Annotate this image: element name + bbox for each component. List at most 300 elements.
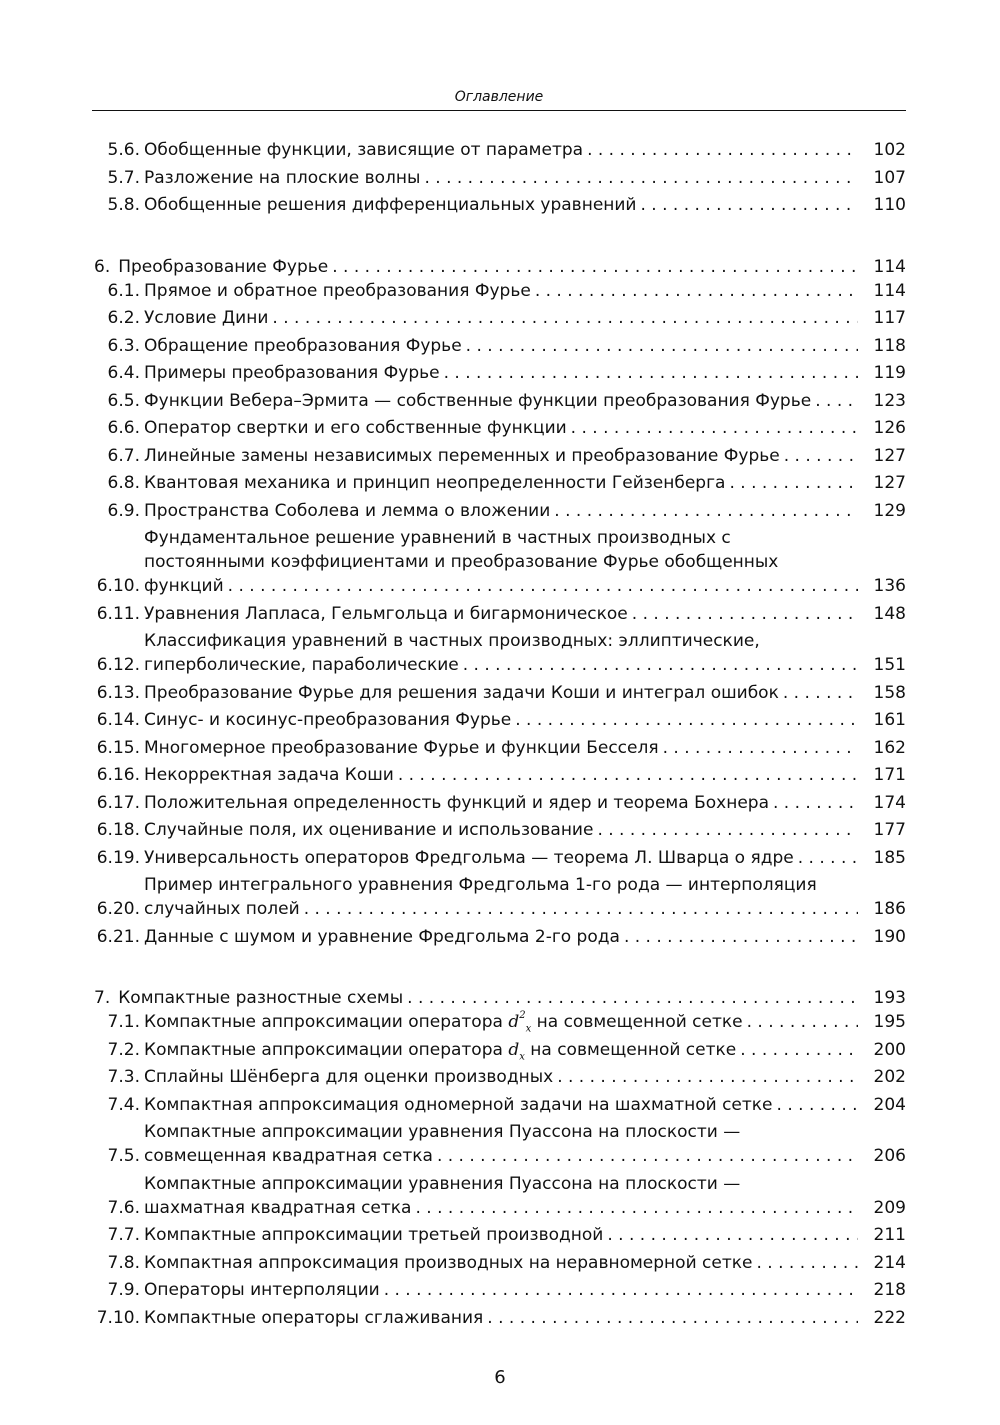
math-base: d <box>508 1012 520 1032</box>
entry-body <box>144 444 906 468</box>
toc-chapter-entry[interactable] <box>92 986 906 1010</box>
entry-number: 6.14. <box>96 710 140 730</box>
toc-group-section-6 <box>92 279 906 949</box>
entry-number: 5.7. <box>107 167 140 188</box>
entry-page-number: 200 <box>873 1039 906 1060</box>
toc-entry[interactable] <box>92 279 906 303</box>
entry-title-line <box>144 389 858 413</box>
entry-title <box>118 255 858 279</box>
entry-title-text: Некорректная задача Коши <box>144 765 394 785</box>
entry-title-line <box>144 334 858 358</box>
entry-page-number: 171 <box>873 765 906 785</box>
dot-leader <box>593 818 858 842</box>
entry-title-text <box>144 1038 736 1062</box>
toc-chapter-7 <box>92 986 906 1010</box>
dot-leader <box>811 389 858 413</box>
toc-entry[interactable] <box>92 416 906 440</box>
entry-title-line: Компактные аппроксимации уравнения Пуассона на плоскости — <box>144 1122 741 1142</box>
entry-title-text: гиперболические, параболические <box>144 655 459 675</box>
entry-page-number: 118 <box>873 335 906 356</box>
entry-title-line: Фундаментальное решение уравнений в частных производных с <box>144 528 731 548</box>
toc-entry[interactable] <box>92 925 906 949</box>
entry-body <box>144 1065 906 1089</box>
entry-number: 7.4. <box>107 1094 140 1115</box>
toc-entry[interactable] <box>92 1065 906 1089</box>
page-number: 6 <box>494 1367 506 1388</box>
dot-leader <box>773 1093 858 1117</box>
entry-number: 7. <box>94 988 111 1008</box>
entry-title-text: Положительная определенность функций и ядер и теорема Бохнера <box>144 792 769 813</box>
entry-title-line <box>144 1278 858 1302</box>
entry-page-number: 119 <box>873 363 906 383</box>
entry-body <box>144 193 906 217</box>
math-base: d <box>508 1039 520 1060</box>
entry-title-line <box>144 1010 858 1034</box>
entry-title-line <box>118 255 858 279</box>
entry-number: 5.8. <box>107 195 140 215</box>
entry-title-text: Линейные замены независимых переменных и преобразование Фурье <box>144 445 780 466</box>
entry-page-number: 123 <box>873 390 906 411</box>
entry-page-number: 174 <box>873 792 906 813</box>
entry-title <box>144 416 858 440</box>
toc-entry[interactable] <box>92 138 906 162</box>
entry-page-number: 206 <box>873 1146 906 1166</box>
toc-entry[interactable] <box>92 763 906 787</box>
entry-title-line <box>144 708 858 732</box>
math-operator <box>508 1010 532 1035</box>
entry-title-line <box>144 846 858 870</box>
toc-entry[interactable] <box>92 846 906 870</box>
entry-title-text: Обобщенные функции, зависящие от параметра <box>144 140 584 160</box>
toc-entry[interactable] <box>92 629 906 677</box>
entry-title-line <box>144 1065 858 1089</box>
entry-title <box>144 602 858 626</box>
entry-title-line <box>144 602 858 626</box>
entry-body <box>144 602 906 626</box>
toc-entry[interactable] <box>92 526 906 598</box>
entry-title-line <box>144 1251 858 1275</box>
dot-leader <box>440 361 858 385</box>
entry-title <box>144 1065 858 1089</box>
dot-leader <box>403 986 858 1010</box>
entry-title <box>144 499 858 523</box>
entry-body <box>144 791 906 815</box>
entry-title-text: Многомерное преобразование Фурье и функции Бесселя <box>144 737 659 758</box>
entry-body <box>144 925 906 949</box>
entry-body <box>144 306 906 330</box>
entry-title-line <box>144 444 858 468</box>
entry-title-text: совмещенная квадратная сетка <box>144 1146 433 1166</box>
entry-title-text: Пространства Соболева и лемма о вложении <box>144 500 551 521</box>
entry-page-number: 204 <box>873 1094 906 1115</box>
toc-entry[interactable] <box>92 1010 906 1034</box>
entry-title-line <box>144 681 858 705</box>
entry-title <box>144 736 858 760</box>
entry-page-number: 117 <box>873 308 906 328</box>
toc-entry[interactable] <box>92 1251 906 1275</box>
toc-entry[interactable] <box>92 1223 906 1247</box>
entry-body <box>144 1120 906 1168</box>
entry-page-number: 161 <box>873 710 906 730</box>
toc-entry[interactable] <box>92 444 906 468</box>
math-operator <box>508 1040 525 1060</box>
dot-leader <box>779 681 858 705</box>
entry-title-text: Квантовая механика и принцип неопределенности Гейзенберга <box>144 473 726 493</box>
entry-number: 7.10. <box>96 1307 140 1328</box>
entry-page-number: 177 <box>873 820 906 840</box>
entry-body <box>118 986 906 1010</box>
entry-title-line <box>144 138 858 162</box>
entry-number: 6.4. <box>107 363 140 383</box>
entry-title <box>144 1223 858 1247</box>
header-rule <box>92 110 906 111</box>
entry-title <box>144 279 858 303</box>
dot-leader <box>433 1144 858 1168</box>
math-subscript: x <box>525 1023 532 1035</box>
entry-page-number: 127 <box>873 473 906 493</box>
entry-body <box>144 279 906 303</box>
entry-body <box>144 138 906 162</box>
entry-title-text: функций <box>144 576 224 596</box>
entry-page-number: 222 <box>873 1307 906 1328</box>
entry-number: 7.9. <box>107 1280 140 1300</box>
dot-leader <box>420 166 858 190</box>
dot-leader <box>300 897 858 921</box>
entry-title-text: Обобщенные решения дифференциальных уравнений <box>144 195 637 215</box>
dot-leader <box>411 1196 858 1220</box>
entry-title-line <box>144 1038 858 1062</box>
toc-entry[interactable] <box>92 1120 906 1168</box>
entry-title-line <box>144 897 858 921</box>
entry-title-text: Компактные операторы сглаживания <box>144 1307 484 1328</box>
entry-title-text: Оператор свертки и его собственные функции <box>144 418 567 438</box>
entry-page-number: 127 <box>873 445 906 466</box>
toc-chapter-6 <box>92 255 906 279</box>
entry-title-line: Пример интегрального уравнения Фредгольма 1-го рода — интерполяция <box>144 875 817 895</box>
entry-number: 6.17. <box>96 792 140 813</box>
entry-title-line <box>144 1093 858 1117</box>
entry-title-line <box>144 1223 858 1247</box>
dot-leader <box>224 574 858 598</box>
entry-title <box>144 1251 858 1275</box>
dot-leader <box>769 791 858 815</box>
entry-number: 6.20. <box>96 899 140 919</box>
entry-number: 6.13. <box>96 682 140 703</box>
entry-title <box>144 1038 858 1062</box>
table-of-contents <box>92 138 906 1330</box>
entry-title-line <box>144 763 858 787</box>
entry-page-number: 114 <box>873 256 906 277</box>
toc-group-section-7 <box>92 1010 906 1330</box>
entry-body <box>144 1278 906 1302</box>
entry-number: 7.5. <box>107 1146 140 1166</box>
toc-entry[interactable] <box>92 873 906 921</box>
dot-leader <box>794 846 858 870</box>
entry-title-text: Разложение на плоские волны <box>144 167 421 188</box>
entry-body <box>144 1093 906 1117</box>
entry-title-line <box>118 986 858 1010</box>
entry-body <box>144 1010 906 1034</box>
entry-title-text: Функции Вебера–Эрмита — собственные функции преобразования Фурье <box>144 390 812 411</box>
entry-title <box>144 166 858 190</box>
entry-title <box>144 791 858 815</box>
entry-title-text: Условие Дини <box>144 308 269 328</box>
dot-leader <box>268 306 858 330</box>
entry-title-text: Компактные разностные схемы <box>118 988 404 1008</box>
entry-title-text: Компактная аппроксимация одномерной задачи на шахматной сетке <box>144 1094 773 1115</box>
entry-page-number: 102 <box>873 140 906 160</box>
entry-page-number: 148 <box>873 603 906 624</box>
title-part: Компактные аппроксимации оператора <box>144 1012 503 1032</box>
toc-entry[interactable] <box>92 1093 906 1117</box>
entry-page-number: 162 <box>873 737 906 758</box>
entry-title-line <box>144 1306 858 1330</box>
toc-entry[interactable] <box>92 602 906 626</box>
entry-number: 6.10. <box>96 576 140 596</box>
entry-title <box>144 708 858 732</box>
toc-entry[interactable] <box>92 389 906 413</box>
entry-title-text: Примеры преобразования Фурье <box>144 363 440 383</box>
entry-title <box>144 193 858 217</box>
entry-title-text: Обращение преобразования Фурье <box>144 335 462 356</box>
entry-title-text: шахматная квадратная сетка <box>144 1197 412 1218</box>
dot-leader <box>620 925 858 949</box>
entry-title <box>144 471 858 495</box>
entry-number: 6. <box>94 256 111 277</box>
entry-number: 5.6. <box>107 140 140 160</box>
toc-entry[interactable] <box>92 306 906 330</box>
entry-body <box>144 1038 906 1062</box>
entry-title-line: постоянными коэффициентами и преобразование Фурье обобщенных <box>144 552 779 572</box>
entry-body <box>144 681 906 705</box>
entry-body <box>144 389 906 413</box>
dot-leader <box>725 471 858 495</box>
entry-title-text: случайных полей <box>144 899 300 919</box>
entry-body <box>144 166 906 190</box>
entry-title-line <box>144 279 858 303</box>
dot-leader <box>637 193 859 217</box>
entry-title-line <box>144 166 858 190</box>
entry-page-number: 126 <box>873 418 906 438</box>
entry-title <box>144 389 858 413</box>
entry-title <box>144 1306 858 1330</box>
entry-body <box>144 499 906 523</box>
entry-title-line <box>144 818 858 842</box>
entry-title-line <box>144 1196 858 1220</box>
toc-entry[interactable] <box>92 1038 906 1062</box>
toc-gap <box>92 949 906 983</box>
entry-page-number: 110 <box>873 195 906 215</box>
entry-title-line <box>144 1144 858 1168</box>
entry-title-text: Преобразование Фурье <box>118 256 329 277</box>
entry-title-text: Операторы интерполяции <box>144 1280 380 1300</box>
dot-leader <box>459 653 858 677</box>
entry-number: 6.15. <box>96 737 140 758</box>
entry-number: 6.21. <box>96 926 140 947</box>
toc-entry[interactable] <box>92 736 906 760</box>
entry-number: 6.6. <box>107 418 140 438</box>
entry-title <box>144 1093 858 1117</box>
entry-title <box>144 138 858 162</box>
entry-number: 6.18. <box>96 820 140 840</box>
toc-entry[interactable] <box>92 193 906 217</box>
dot-leader <box>567 416 858 440</box>
entry-body <box>144 873 906 921</box>
toc-entry[interactable] <box>92 681 906 705</box>
toc-entry[interactable] <box>92 708 906 732</box>
entry-page-number: 107 <box>873 167 906 188</box>
dot-leader <box>780 444 858 468</box>
entry-title-text: Универсальность операторов Фредгольма — теорема Л. Шварца о ядре <box>144 847 794 868</box>
entry-title-line <box>144 925 858 949</box>
entry-title-line <box>144 736 858 760</box>
entry-body <box>144 1223 906 1247</box>
toc-entry[interactable] <box>92 334 906 358</box>
toc-entry[interactable] <box>92 1172 906 1220</box>
toc-entry[interactable] <box>92 818 906 842</box>
entry-page-number: 136 <box>873 576 906 596</box>
entry-title-line <box>144 791 858 815</box>
entry-title-line <box>144 574 858 598</box>
dot-leader <box>380 1278 858 1302</box>
entry-title-line <box>144 193 858 217</box>
entry-number: 6.9. <box>107 500 140 521</box>
entry-body <box>144 1172 906 1220</box>
entry-title-text: Компактная аппроксимация производных на неравномерной сетке <box>144 1252 753 1273</box>
dot-leader <box>583 138 858 162</box>
entry-page-number: 158 <box>873 682 906 703</box>
entry-number: 7.8. <box>107 1252 140 1273</box>
toc-entry[interactable] <box>92 166 906 190</box>
toc-entry[interactable] <box>92 1306 906 1330</box>
entry-title <box>144 334 858 358</box>
running-header: Оглавление <box>454 89 544 105</box>
entry-title-text: Случайные поля, их оценивание и использование <box>144 820 594 840</box>
entry-body <box>144 736 906 760</box>
entry-page-number: 218 <box>873 1280 906 1300</box>
entry-title-text: Преобразование Фурье для решения задачи Коши и интеграл ошибок <box>144 682 779 703</box>
dot-leader <box>628 602 858 626</box>
entry-page-number: 129 <box>873 500 906 521</box>
entry-page-number: 209 <box>873 1197 906 1218</box>
toc-entry[interactable] <box>92 471 906 495</box>
entry-body <box>144 416 906 440</box>
entry-page-number: 190 <box>873 926 906 947</box>
entry-title-line: Классификация уравнений в частных производных: эллиптические, <box>144 631 760 651</box>
entry-body <box>144 1251 906 1275</box>
entry-page-number: 114 <box>873 280 906 301</box>
math-subscript: x <box>519 1050 525 1062</box>
entry-title <box>144 681 858 705</box>
entry-title-text: Данные с шумом и уравнение Фредгольма 2-го рода <box>144 926 620 947</box>
dot-leader <box>511 708 858 732</box>
entry-page-number: 195 <box>873 1012 906 1032</box>
title-part: Компактные аппроксимации оператора <box>144 1039 503 1060</box>
dot-leader <box>483 1306 858 1330</box>
entry-number: 6.2. <box>107 308 140 328</box>
entry-number: 6.11. <box>96 603 140 624</box>
entry-title-line <box>144 471 858 495</box>
entry-title <box>144 818 858 842</box>
entry-body <box>144 708 906 732</box>
entry-number: 6.1. <box>107 280 140 301</box>
entry-title <box>144 1172 858 1220</box>
entry-number: 7.7. <box>107 1225 140 1245</box>
entry-body <box>144 763 906 787</box>
dot-leader <box>659 736 858 760</box>
toc-entry[interactable] <box>92 361 906 385</box>
entry-body <box>144 1306 906 1330</box>
dot-leader <box>394 763 858 787</box>
entry-body <box>144 334 906 358</box>
title-part: на совмещенной сетке <box>536 1012 743 1032</box>
entry-body <box>144 361 906 385</box>
entry-title-text: Уравнения Лапласа, Гельмгольца и бигармоническое <box>144 603 628 624</box>
dot-leader <box>752 1251 858 1275</box>
entry-title-line <box>144 361 858 385</box>
dot-leader <box>328 255 858 279</box>
title-part: на совмещенной сетке <box>530 1039 737 1060</box>
entry-title <box>144 526 858 598</box>
entry-page-number: 202 <box>873 1067 906 1087</box>
dot-leader <box>531 279 858 303</box>
entry-title <box>144 1278 858 1302</box>
entry-number: 6.3. <box>107 335 140 356</box>
entry-title <box>144 925 858 949</box>
dot-leader <box>553 1065 858 1089</box>
entry-body <box>144 526 906 598</box>
dot-leader <box>550 499 858 523</box>
toc-entry[interactable] <box>92 791 906 815</box>
entry-title-line <box>144 499 858 523</box>
entry-body <box>144 471 906 495</box>
entry-title <box>144 361 858 385</box>
entry-body <box>144 818 906 842</box>
entry-number: 7.6. <box>107 1197 140 1218</box>
entry-title <box>144 306 858 330</box>
entry-number: 7.2. <box>107 1039 140 1060</box>
entry-number: 6.7. <box>107 445 140 466</box>
dot-leader <box>736 1038 858 1062</box>
entry-title-text: Прямое и обратное преобразования Фурье <box>144 280 531 301</box>
entry-number: 7.1. <box>107 1012 140 1032</box>
entry-page-number: 185 <box>873 847 906 868</box>
entry-title <box>144 629 858 677</box>
entry-title-line: Компактные аппроксимации уравнения Пуассона на плоскости — <box>144 1173 741 1194</box>
entry-title <box>118 986 858 1010</box>
entry-number: 6.5. <box>107 390 140 411</box>
entry-page-number: 151 <box>873 655 906 675</box>
entry-title <box>144 444 858 468</box>
entry-title <box>144 1010 858 1034</box>
entry-page-number: 186 <box>873 899 906 919</box>
entry-number: 6.8. <box>107 473 140 493</box>
entry-page-number: 193 <box>873 988 906 1008</box>
entry-title <box>144 873 858 921</box>
toc-entry[interactable] <box>92 499 906 523</box>
toc-chapter-entry[interactable] <box>92 255 906 279</box>
entry-title-text: Компактные аппроксимации третьей производной <box>144 1225 604 1245</box>
dot-leader <box>743 1010 858 1034</box>
dot-leader <box>462 334 858 358</box>
entry-title-line <box>144 306 858 330</box>
toc-gap <box>92 217 906 251</box>
entry-title <box>144 763 858 787</box>
entry-number: 6.16. <box>96 765 140 785</box>
toc-entry[interactable] <box>92 1278 906 1302</box>
entry-page-number: 214 <box>873 1252 906 1273</box>
entry-title <box>144 1120 858 1168</box>
